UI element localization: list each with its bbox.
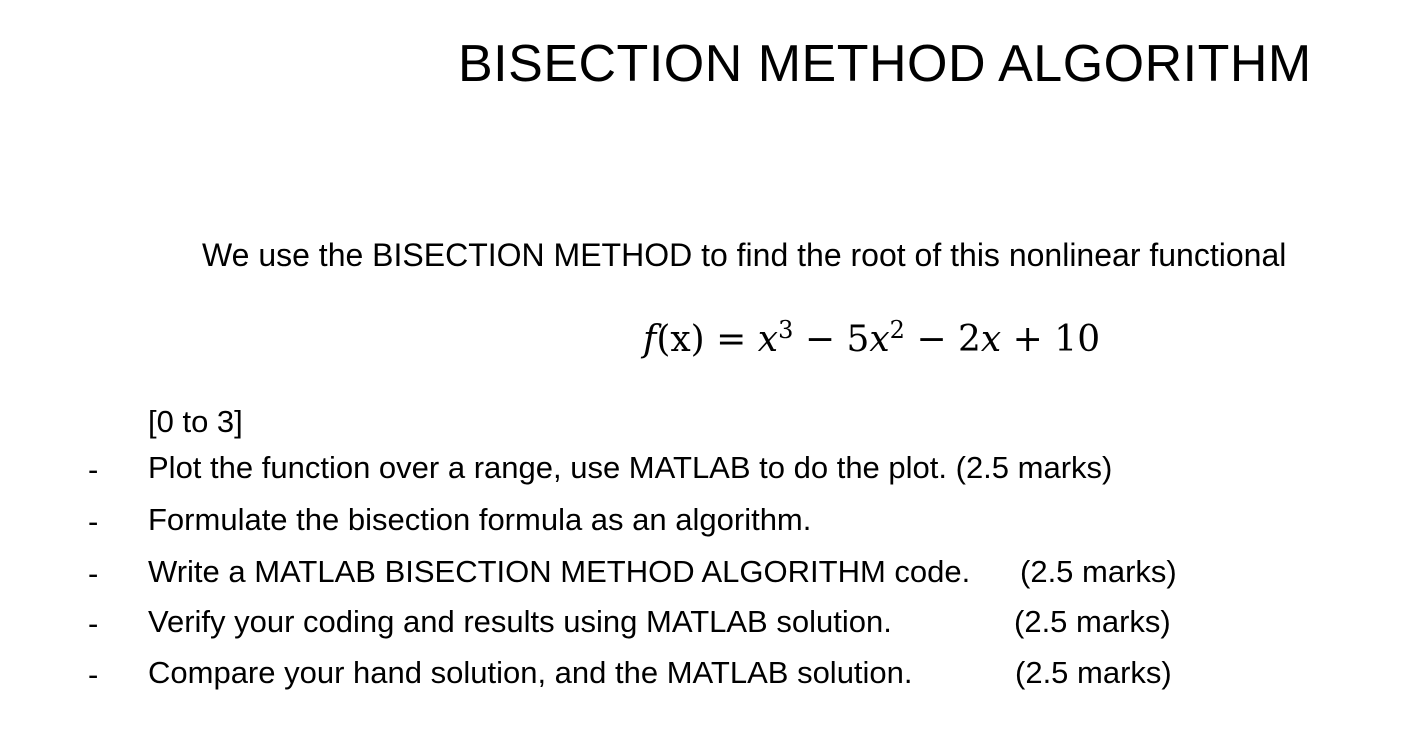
equation-lhs: f: [643, 319, 657, 360]
task-item: [0, 606, 1422, 646]
task-marks: (2.5 marks): [1014, 604, 1171, 639]
task-bullet: -: [88, 606, 99, 641]
equation-term3-base: x: [980, 319, 1002, 360]
equation-term1-exp: 3: [778, 316, 794, 344]
equation-op2: − 2: [904, 319, 981, 360]
equation-lhs-arg: (x): [656, 319, 705, 360]
equation-op1: − 5: [793, 319, 870, 360]
task-marks: (2.5 marks): [1015, 655, 1172, 690]
equation-term1-base: x: [757, 319, 779, 360]
task-item: [0, 657, 1422, 697]
equation-op3: + 10: [1001, 319, 1101, 360]
task-text: Plot the function over a range, use MATLAB to do the plot. (2.5 marks): [148, 450, 1113, 485]
interval-label: [0 to 3]: [148, 404, 243, 439]
task-text: Formulate the bisection formula as an algorithm.: [148, 502, 812, 537]
task-bullet: -: [88, 556, 99, 591]
task-item: [0, 556, 1422, 596]
task-text: Compare your hand solution, and the MATLAB solution.: [148, 655, 913, 690]
function-equation: [643, 316, 1101, 360]
equation-equals: =: [704, 319, 758, 360]
task-text: Write a MATLAB BISECTION METHOD ALGORITHM code.: [148, 554, 971, 589]
intro-text: We use the BISECTION METHOD to find the root of this nonlinear functional: [202, 237, 1287, 273]
page-title: BISECTION METHOD ALGORITHM: [458, 35, 1312, 93]
task-text: Verify your coding and results using MATLAB solution.: [148, 604, 892, 639]
equation-term2-base: x: [869, 319, 890, 360]
task-bullet: -: [88, 504, 99, 539]
task-marks: (2.5 marks): [1020, 554, 1177, 589]
task-bullet: -: [88, 452, 99, 487]
equation-term2-exp: 2: [889, 316, 905, 344]
task-bullet: -: [88, 657, 99, 692]
task-item: [0, 452, 1422, 492]
task-item: [0, 504, 1422, 544]
